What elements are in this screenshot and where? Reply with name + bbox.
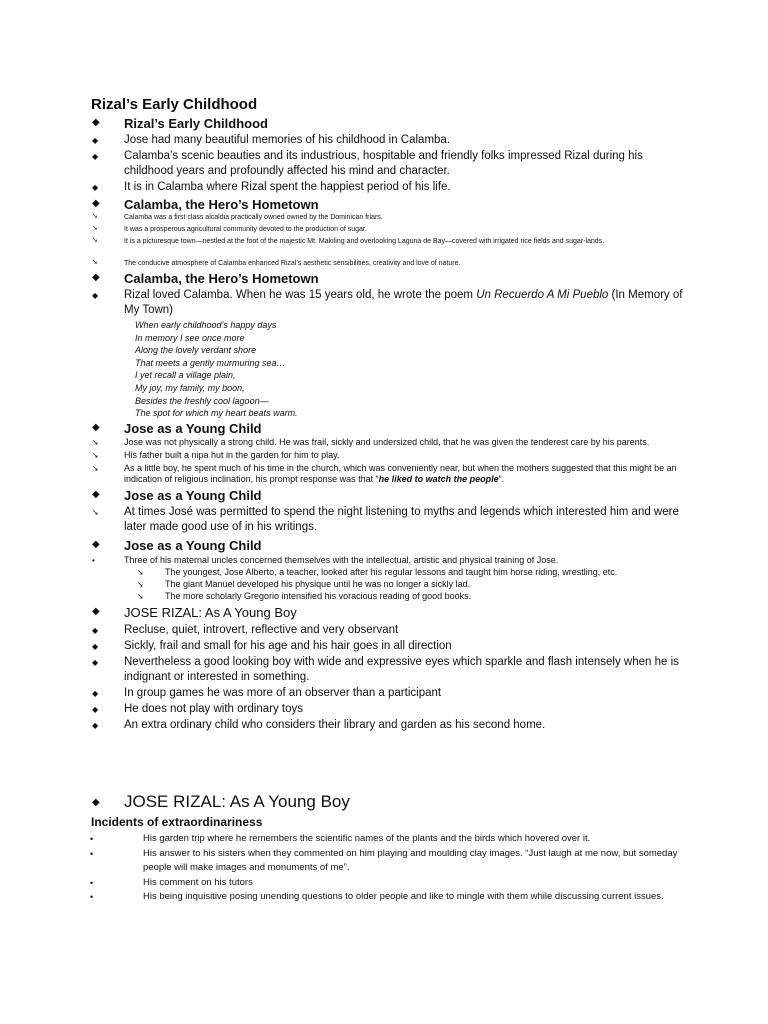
arrow-bullet-icon: ➘ <box>92 464 99 473</box>
list-item: ➘ At times José was permitted to spend the night listening to myths and legends which interested him and were later made good use of in his writings. <box>92 506 679 533</box>
list-item: • His comment on his tutors <box>90 877 253 888</box>
list-item: ◆ Sickly, frail and small for his age and his hair goes in all direction <box>92 640 452 652</box>
diamond-bullet-icon: ◆ <box>92 117 100 128</box>
arrow-bullet-icon: ➘ <box>137 592 144 601</box>
poem-line: In memory I see once more <box>135 332 245 343</box>
arrow-bullet-icon: ➘ <box>92 438 99 447</box>
page-title: Rizal’s Early Childhood <box>91 96 258 113</box>
diamond-bullet-icon: ◆ <box>92 539 100 550</box>
diamond-bullet-icon: ◆ <box>92 152 99 161</box>
arrow-bullet-icon: ➘ <box>137 568 144 577</box>
diamond-bullet-icon: ◆ <box>92 642 99 651</box>
list-item: ➘ The conducive atmosphere of Calamba enhanced Rizal’s aesthetic sensibilities, creativity and love of nature. <box>92 259 461 267</box>
dot-bullet-icon: • <box>90 849 94 859</box>
list-item: ◆ An extra ordinary child who considers their library and garden as his second home. <box>92 719 546 731</box>
section-heading: ◆ Calamba, the Hero’s Hometown <box>92 197 319 212</box>
sub-list-item: ➘ The giant Manuel developed his physique until he was no longer a sickly lad. <box>137 579 471 589</box>
section-heading: ◆ Jose as a Young Child <box>92 538 262 553</box>
dot-bullet-icon: • <box>90 834 94 844</box>
arrow-bullet-icon: ➘ <box>92 508 99 517</box>
sub-list-item: ➘ The youngest, Jose Alberto, a teacher, looked after his regular lessons and taught him horse riding, wrestling, etc. <box>137 567 618 577</box>
list-item: ➘ It was a prosperous agricultural community devoted to the production of sugar. <box>92 225 367 233</box>
list-item: ◆ He does not play with ordinary toys <box>92 703 303 715</box>
diamond-bullet-icon: ◆ <box>92 796 100 808</box>
list-item: ➘ Calamba was a first class alcaldia practically owned owned by the Dominican friars. <box>92 213 383 221</box>
subheading: Incidents of extraordinariness <box>91 815 263 829</box>
diamond-bullet-icon: ◆ <box>92 291 99 300</box>
section-heading: ◆ Jose as a Young Child <box>92 488 262 503</box>
section-heading: ◆ Jose as a Young Child <box>92 421 262 436</box>
quote-text: he liked to watch the people <box>378 474 499 484</box>
poem-line: Besides the freshly cool lagoon— <box>135 395 269 406</box>
list-item: ➘ As a little boy, he spent much of his time in the church, which was conveniently near, but when the mothers suggested that this might be an indication of religious inclination, his prompt response was that “he liked to watch the people”. <box>92 463 677 484</box>
diamond-bullet-icon: ◆ <box>92 626 99 635</box>
list-item: ◆ Jose had many beautiful memories of his childhood in Calamba. <box>92 134 451 146</box>
poem-line: That meets a gently murmuring sea… <box>135 357 286 368</box>
diamond-bullet-icon: ◆ <box>92 689 99 698</box>
arrow-bullet-icon: ➘ <box>92 225 98 232</box>
dot-bullet-icon: • <box>90 878 94 888</box>
diamond-bullet-icon: ◆ <box>92 705 99 714</box>
diamond-bullet-icon: ◆ <box>92 198 100 209</box>
list-item: ◆ In group games he was more of an observer than a participant <box>92 687 442 699</box>
diamond-bullet-icon: ◆ <box>92 272 100 283</box>
list-item: ➘ His father built a nipa hut in the garden for him to play. <box>92 450 340 460</box>
diamond-bullet-icon: ◆ <box>92 489 100 500</box>
list-item: • His answer to his sisters when they commented on him playing and moulding clay images. “Just laugh at me now, but someday people will make images and monuments of me”. <box>90 848 678 873</box>
poem-line: My joy, my family, my boon, <box>135 382 245 393</box>
poem-line: The spot for which my heart beats warm. <box>135 408 298 419</box>
list-item: ◆ Rizal loved Calamba. When he was 15 years old, he wrote the poem Un Recuerdo A Mi Pueblo (In Memory of My Town) <box>92 289 683 316</box>
list-item: ◆ Nevertheless a good looking boy with wide and expressive eyes which sparkle and flash intensely when he is indignant or interested in something. <box>92 656 679 683</box>
section-heading: ◆ JOSE RIZAL: As A Young Boy <box>92 605 297 620</box>
diamond-bullet-icon: ◆ <box>92 721 99 730</box>
diamond-bullet-icon: ◆ <box>92 658 99 667</box>
poem-block <box>135 319 298 420</box>
section-heading: ◆ Calamba, the Hero’s Hometown <box>92 271 319 286</box>
arrow-bullet-icon: ➘ <box>92 237 98 244</box>
poem-line: When early childhood’s happy days <box>135 320 277 330</box>
list-item: ➘ It is a picturesque town—nestled at the foot of the majestic Mt. Makiling and overlooking Laguna de Bay—covered with irrigated rice fields and sugar-lands. <box>92 237 605 245</box>
list-item: • Three of his maternal uncles concerned themselves with the intellectual, artistic and physical training of Jose. <box>92 555 559 565</box>
dot-bullet-icon: • <box>92 556 95 565</box>
arrow-bullet-icon: ➘ <box>137 580 144 589</box>
list-item: ◆ Recluse, quiet, introvert, reflective and very observant <box>92 624 399 636</box>
sub-list-item: ➘ The more scholarly Gregorio intensified his voracious reading of good books. <box>137 591 472 601</box>
diamond-bullet-icon: ◆ <box>92 183 99 192</box>
arrow-bullet-icon: ➘ <box>92 213 98 220</box>
list-item: ➘ Jose was not physically a strong child. He was frail, sickly and undersized child, that he was given the tenderest care by his parents. <box>92 437 650 447</box>
section-heading: ◆ Rizal’s Early Childhood <box>92 116 268 131</box>
diamond-bullet-icon: ◆ <box>92 606 100 617</box>
poem-title: Un Recuerdo A Mi Pueblo <box>476 289 609 301</box>
list-item: • His being inquisitive posing unending questions to older people and like to mingle with them while discussing current issues. <box>90 891 664 902</box>
arrow-bullet-icon: ➘ <box>92 259 98 266</box>
section-heading-large: ◆ JOSE RIZAL: As A Young Boy <box>92 792 350 811</box>
poem-line: Along the lovely verdant shore <box>135 345 257 356</box>
poem-line: I yet recall a village plain, <box>135 370 236 381</box>
list-item: • His garden trip where he remembers the scientific names of the plants and the birds which hovered over it. <box>90 833 591 844</box>
arrow-bullet-icon: ➘ <box>92 451 99 460</box>
dot-bullet-icon: • <box>90 892 94 902</box>
diamond-bullet-icon: ◆ <box>92 422 100 433</box>
diamond-bullet-icon: ◆ <box>92 136 99 145</box>
list-item: ◆ It is in Calamba where Rizal spent the happiest period of his life. <box>92 181 451 193</box>
list-item: ◆ Calamba’s scenic beauties and its industrious, hospitable and friendly folks impressed Rizal during his childhood years and profoundly affected his mind and character. <box>92 150 643 177</box>
